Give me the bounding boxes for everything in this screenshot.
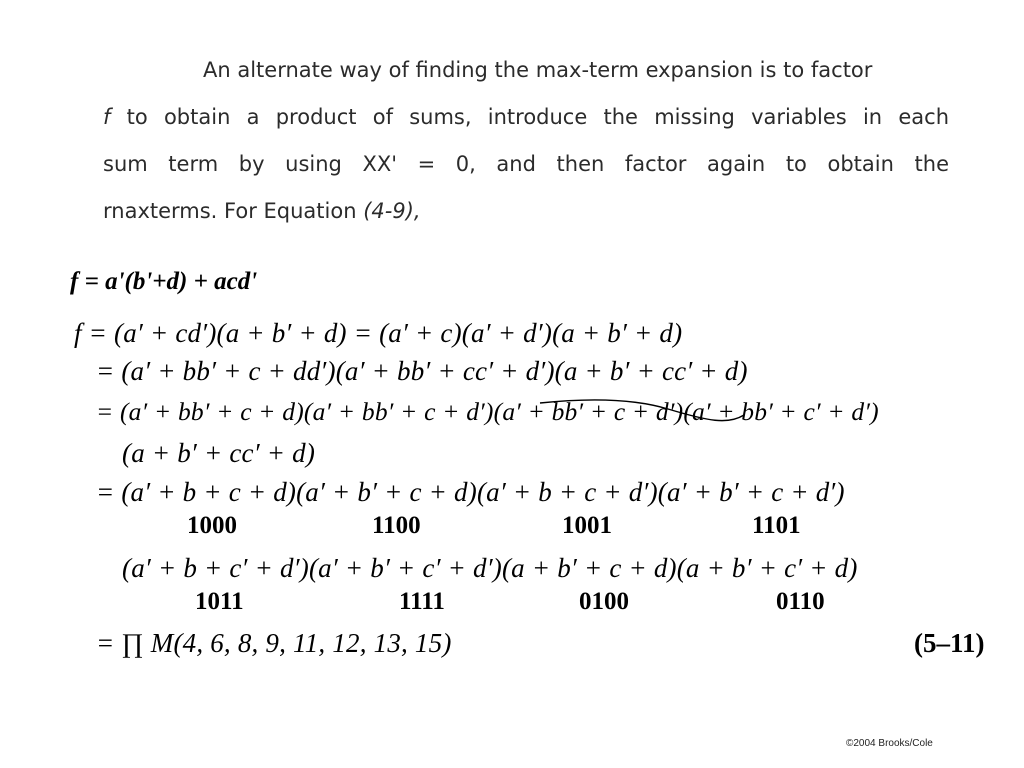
paragraph-line-1: An alternate way of finding the max-term expansion is to factor	[203, 58, 873, 82]
equation-line-5: = (a′ + b + c + d)(a′ + b′ + c + d)(a′ + b + c + d′)(a′ + b′ + c + d′)	[96, 477, 845, 507]
strikethrough-mark	[538, 395, 748, 429]
function-definition: f = a'(b'+d) + acd'	[70, 268, 258, 295]
intro-paragraph	[103, 47, 949, 235]
variable-f: f	[103, 105, 111, 129]
minterm-code: 1100	[372, 512, 421, 539]
equation-line-3: = (a′ + bb′ + c + d)(a′ + bb′ + c + d′)(a′ + bb′ + c + d′)(a′ + bb′ + c′ + d′)	[96, 397, 879, 426]
minterm-code: 1011	[195, 588, 244, 615]
equation-line-6: (a′ + b + c′ + d′)(a′ + b′ + c′ + d′)(a + b′ + c + d)(a + b′ + c′ + d)	[122, 553, 858, 583]
paragraph-line-3: sum term by using XX' = 0, and then factor again to obtain the	[103, 152, 949, 176]
paragraph-line-2	[103, 94, 949, 141]
minterm-code: 1000	[187, 512, 237, 539]
minterm-code: 1101	[752, 512, 801, 539]
minterm-code: 1001	[562, 512, 612, 539]
paragraph-line-4	[103, 188, 949, 235]
minterm-code: 0100	[579, 588, 629, 615]
equation-reference: (4-9),	[363, 199, 421, 223]
copyright-notice: ©2004 Brooks/Cole	[846, 738, 933, 749]
equation-number: (5–11)	[914, 628, 985, 658]
equation-line-2: = (a′ + bb′ + c + dd′)(a′ + bb′ + cc′ + d′)(a + b′ + cc′ + d)	[96, 356, 748, 386]
paragraph-line-2-text: to obtain a product of sums, introduce the missing variables in each	[110, 105, 949, 129]
minterm-code: 1111	[399, 588, 445, 615]
paragraph-line-4-text: rnaxterms. For Equation	[103, 199, 364, 223]
equation-line-4: (a + b′ + cc′ + d)	[122, 438, 316, 468]
minterm-code: 0110	[776, 588, 825, 615]
result-line: = ∏ M(4, 6, 8, 9, 11, 12, 13, 15)	[96, 628, 452, 658]
equation-line-1: f = (a′ + cd′)(a + b′ + d) = (a′ + c)(a′ + d′)(a + b′ + d)	[74, 318, 683, 348]
